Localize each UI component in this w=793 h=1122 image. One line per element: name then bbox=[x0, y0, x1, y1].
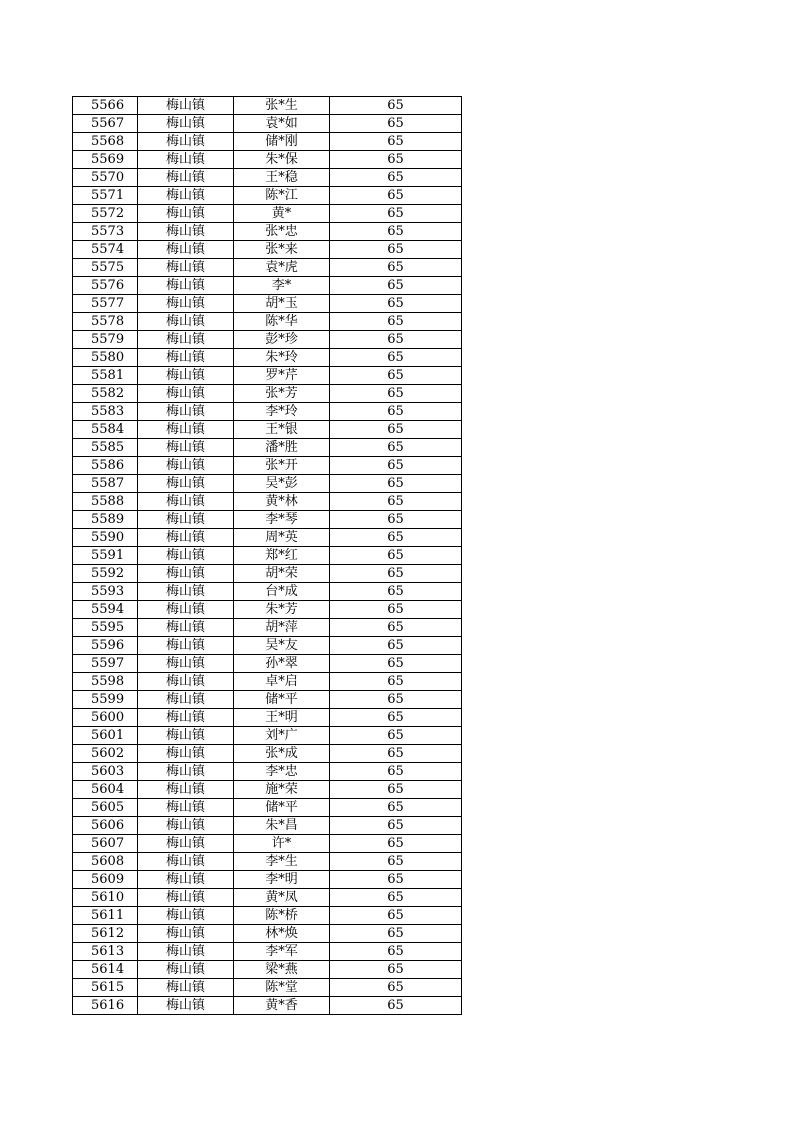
row-number-cell: 5590 bbox=[73, 529, 138, 547]
name-cell: 黄*凤 bbox=[234, 889, 330, 907]
town-cell: 梅山镇 bbox=[138, 853, 234, 871]
amount-cell: 65 bbox=[330, 439, 462, 457]
table-row bbox=[73, 295, 462, 313]
name-cell: 许* bbox=[234, 835, 330, 853]
table-row bbox=[73, 169, 462, 187]
row-number-cell: 5611 bbox=[73, 907, 138, 925]
amount-cell: 65 bbox=[330, 925, 462, 943]
town-cell: 梅山镇 bbox=[138, 889, 234, 907]
town-cell: 梅山镇 bbox=[138, 259, 234, 277]
table-row bbox=[73, 763, 462, 781]
town-cell: 梅山镇 bbox=[138, 151, 234, 169]
town-cell: 梅山镇 bbox=[138, 529, 234, 547]
amount-cell: 65 bbox=[330, 745, 462, 763]
table-row bbox=[73, 907, 462, 925]
town-cell: 梅山镇 bbox=[138, 313, 234, 331]
row-number-cell: 5572 bbox=[73, 205, 138, 223]
row-number-cell: 5566 bbox=[73, 97, 138, 115]
name-cell: 张*开 bbox=[234, 457, 330, 475]
town-cell: 梅山镇 bbox=[138, 547, 234, 565]
table-row bbox=[73, 673, 462, 691]
table-row bbox=[73, 835, 462, 853]
town-cell: 梅山镇 bbox=[138, 817, 234, 835]
amount-cell: 65 bbox=[330, 763, 462, 781]
row-number-cell: 5610 bbox=[73, 889, 138, 907]
row-number-cell: 5571 bbox=[73, 187, 138, 205]
table-row bbox=[73, 187, 462, 205]
table-row bbox=[73, 817, 462, 835]
town-cell: 梅山镇 bbox=[138, 871, 234, 889]
amount-cell: 65 bbox=[330, 817, 462, 835]
table-row bbox=[73, 331, 462, 349]
name-cell: 陈*桥 bbox=[234, 907, 330, 925]
name-cell: 李*军 bbox=[234, 943, 330, 961]
town-cell: 梅山镇 bbox=[138, 637, 234, 655]
amount-cell: 65 bbox=[330, 475, 462, 493]
row-number-cell: 5579 bbox=[73, 331, 138, 349]
town-cell: 梅山镇 bbox=[138, 709, 234, 727]
table-row bbox=[73, 151, 462, 169]
town-cell: 梅山镇 bbox=[138, 943, 234, 961]
row-number-cell: 5577 bbox=[73, 295, 138, 313]
town-cell: 梅山镇 bbox=[138, 763, 234, 781]
table-row bbox=[73, 889, 462, 907]
name-cell: 李*生 bbox=[234, 853, 330, 871]
town-cell: 梅山镇 bbox=[138, 925, 234, 943]
town-cell: 梅山镇 bbox=[138, 331, 234, 349]
amount-cell: 65 bbox=[330, 151, 462, 169]
town-cell: 梅山镇 bbox=[138, 97, 234, 115]
table-row bbox=[73, 745, 462, 763]
table-row bbox=[73, 655, 462, 673]
name-cell: 林*焕 bbox=[234, 925, 330, 943]
town-cell: 梅山镇 bbox=[138, 187, 234, 205]
name-cell: 朱*保 bbox=[234, 151, 330, 169]
row-number-cell: 5578 bbox=[73, 313, 138, 331]
row-number-cell: 5584 bbox=[73, 421, 138, 439]
name-cell: 李* bbox=[234, 277, 330, 295]
row-number-cell: 5580 bbox=[73, 349, 138, 367]
table-row bbox=[73, 133, 462, 151]
row-number-cell: 5569 bbox=[73, 151, 138, 169]
data-table bbox=[72, 96, 462, 1015]
amount-cell: 65 bbox=[330, 349, 462, 367]
amount-cell: 65 bbox=[330, 547, 462, 565]
row-number-cell: 5592 bbox=[73, 565, 138, 583]
table-row bbox=[73, 547, 462, 565]
row-number-cell: 5613 bbox=[73, 943, 138, 961]
amount-cell: 65 bbox=[330, 313, 462, 331]
name-cell: 张*来 bbox=[234, 241, 330, 259]
table-row bbox=[73, 277, 462, 295]
name-cell: 台*成 bbox=[234, 583, 330, 601]
town-cell: 梅山镇 bbox=[138, 403, 234, 421]
town-cell: 梅山镇 bbox=[138, 367, 234, 385]
row-number-cell: 5587 bbox=[73, 475, 138, 493]
amount-cell: 65 bbox=[330, 529, 462, 547]
amount-cell: 65 bbox=[330, 943, 462, 961]
row-number-cell: 5605 bbox=[73, 799, 138, 817]
row-number-cell: 5615 bbox=[73, 979, 138, 997]
table-row bbox=[73, 781, 462, 799]
town-cell: 梅山镇 bbox=[138, 457, 234, 475]
amount-cell: 65 bbox=[330, 511, 462, 529]
amount-cell: 65 bbox=[330, 241, 462, 259]
table-row bbox=[73, 997, 462, 1015]
amount-cell: 65 bbox=[330, 277, 462, 295]
town-cell: 梅山镇 bbox=[138, 691, 234, 709]
row-number-cell: 5603 bbox=[73, 763, 138, 781]
row-number-cell: 5591 bbox=[73, 547, 138, 565]
table-row bbox=[73, 925, 462, 943]
table-row bbox=[73, 205, 462, 223]
amount-cell: 65 bbox=[330, 709, 462, 727]
row-number-cell: 5585 bbox=[73, 439, 138, 457]
table-row bbox=[73, 853, 462, 871]
table-row bbox=[73, 979, 462, 997]
table-row bbox=[73, 691, 462, 709]
amount-cell: 65 bbox=[330, 979, 462, 997]
table-row bbox=[73, 511, 462, 529]
name-cell: 刘*广 bbox=[234, 727, 330, 745]
table-row bbox=[73, 619, 462, 637]
amount-cell: 65 bbox=[330, 997, 462, 1015]
name-cell: 吴*彭 bbox=[234, 475, 330, 493]
table-row bbox=[73, 385, 462, 403]
row-number-cell: 5609 bbox=[73, 871, 138, 889]
table-row bbox=[73, 601, 462, 619]
town-cell: 梅山镇 bbox=[138, 655, 234, 673]
name-cell: 张*芳 bbox=[234, 385, 330, 403]
name-cell: 黄* bbox=[234, 205, 330, 223]
table-row bbox=[73, 223, 462, 241]
name-cell: 吴*友 bbox=[234, 637, 330, 655]
town-cell: 梅山镇 bbox=[138, 997, 234, 1015]
table-row bbox=[73, 313, 462, 331]
amount-cell: 65 bbox=[330, 367, 462, 385]
town-cell: 梅山镇 bbox=[138, 133, 234, 151]
amount-cell: 65 bbox=[330, 907, 462, 925]
name-cell: 黄*香 bbox=[234, 997, 330, 1015]
name-cell: 黄*林 bbox=[234, 493, 330, 511]
name-cell: 陈*华 bbox=[234, 313, 330, 331]
name-cell: 周*英 bbox=[234, 529, 330, 547]
amount-cell: 65 bbox=[330, 97, 462, 115]
amount-cell: 65 bbox=[330, 655, 462, 673]
amount-cell: 65 bbox=[330, 187, 462, 205]
row-number-cell: 5576 bbox=[73, 277, 138, 295]
row-number-cell: 5601 bbox=[73, 727, 138, 745]
name-cell: 储*刚 bbox=[234, 133, 330, 151]
town-cell: 梅山镇 bbox=[138, 223, 234, 241]
amount-cell: 65 bbox=[330, 583, 462, 601]
town-cell: 梅山镇 bbox=[138, 673, 234, 691]
table-row bbox=[73, 241, 462, 259]
table-body bbox=[73, 97, 462, 1015]
name-cell: 王*银 bbox=[234, 421, 330, 439]
town-cell: 梅山镇 bbox=[138, 601, 234, 619]
amount-cell: 65 bbox=[330, 403, 462, 421]
name-cell: 朱*昌 bbox=[234, 817, 330, 835]
name-cell: 彭*珍 bbox=[234, 331, 330, 349]
name-cell: 朱*芳 bbox=[234, 601, 330, 619]
row-number-cell: 5594 bbox=[73, 601, 138, 619]
name-cell: 张*忠 bbox=[234, 223, 330, 241]
town-cell: 梅山镇 bbox=[138, 745, 234, 763]
row-number-cell: 5567 bbox=[73, 115, 138, 133]
amount-cell: 65 bbox=[330, 673, 462, 691]
row-number-cell: 5600 bbox=[73, 709, 138, 727]
town-cell: 梅山镇 bbox=[138, 619, 234, 637]
amount-cell: 65 bbox=[330, 223, 462, 241]
row-number-cell: 5581 bbox=[73, 367, 138, 385]
row-number-cell: 5588 bbox=[73, 493, 138, 511]
row-number-cell: 5586 bbox=[73, 457, 138, 475]
amount-cell: 65 bbox=[330, 601, 462, 619]
row-number-cell: 5583 bbox=[73, 403, 138, 421]
name-cell: 卓*启 bbox=[234, 673, 330, 691]
amount-cell: 65 bbox=[330, 871, 462, 889]
amount-cell: 65 bbox=[330, 961, 462, 979]
row-number-cell: 5599 bbox=[73, 691, 138, 709]
name-cell: 袁*如 bbox=[234, 115, 330, 133]
table-row bbox=[73, 961, 462, 979]
row-number-cell: 5573 bbox=[73, 223, 138, 241]
amount-cell: 65 bbox=[330, 853, 462, 871]
table-row bbox=[73, 97, 462, 115]
amount-cell: 65 bbox=[330, 259, 462, 277]
name-cell: 朱*玲 bbox=[234, 349, 330, 367]
amount-cell: 65 bbox=[330, 691, 462, 709]
town-cell: 梅山镇 bbox=[138, 295, 234, 313]
name-cell: 孙*翠 bbox=[234, 655, 330, 673]
town-cell: 梅山镇 bbox=[138, 439, 234, 457]
amount-cell: 65 bbox=[330, 421, 462, 439]
table-row bbox=[73, 637, 462, 655]
row-number-cell: 5614 bbox=[73, 961, 138, 979]
row-number-cell: 5598 bbox=[73, 673, 138, 691]
town-cell: 梅山镇 bbox=[138, 727, 234, 745]
town-cell: 梅山镇 bbox=[138, 115, 234, 133]
row-number-cell: 5582 bbox=[73, 385, 138, 403]
town-cell: 梅山镇 bbox=[138, 493, 234, 511]
town-cell: 梅山镇 bbox=[138, 241, 234, 259]
town-cell: 梅山镇 bbox=[138, 799, 234, 817]
amount-cell: 65 bbox=[330, 205, 462, 223]
name-cell: 胡*萍 bbox=[234, 619, 330, 637]
amount-cell: 65 bbox=[330, 169, 462, 187]
town-cell: 梅山镇 bbox=[138, 511, 234, 529]
amount-cell: 65 bbox=[330, 799, 462, 817]
name-cell: 潘*胜 bbox=[234, 439, 330, 457]
town-cell: 梅山镇 bbox=[138, 961, 234, 979]
table-row bbox=[73, 529, 462, 547]
table-row bbox=[73, 727, 462, 745]
town-cell: 梅山镇 bbox=[138, 907, 234, 925]
name-cell: 张*成 bbox=[234, 745, 330, 763]
row-number-cell: 5596 bbox=[73, 637, 138, 655]
row-number-cell: 5589 bbox=[73, 511, 138, 529]
town-cell: 梅山镇 bbox=[138, 475, 234, 493]
name-cell: 罗*芹 bbox=[234, 367, 330, 385]
town-cell: 梅山镇 bbox=[138, 205, 234, 223]
amount-cell: 65 bbox=[330, 457, 462, 475]
name-cell: 张*生 bbox=[234, 97, 330, 115]
amount-cell: 65 bbox=[330, 781, 462, 799]
name-cell: 袁*虎 bbox=[234, 259, 330, 277]
amount-cell: 65 bbox=[330, 115, 462, 133]
name-cell: 胡*玉 bbox=[234, 295, 330, 313]
table-row bbox=[73, 115, 462, 133]
amount-cell: 65 bbox=[330, 889, 462, 907]
name-cell: 郑*红 bbox=[234, 547, 330, 565]
amount-cell: 65 bbox=[330, 637, 462, 655]
town-cell: 梅山镇 bbox=[138, 277, 234, 295]
table-row bbox=[73, 583, 462, 601]
name-cell: 李*琴 bbox=[234, 511, 330, 529]
table-row bbox=[73, 421, 462, 439]
table-row bbox=[73, 259, 462, 277]
name-cell: 王*明 bbox=[234, 709, 330, 727]
amount-cell: 65 bbox=[330, 493, 462, 511]
name-cell: 李*明 bbox=[234, 871, 330, 889]
table-row bbox=[73, 709, 462, 727]
town-cell: 梅山镇 bbox=[138, 421, 234, 439]
amount-cell: 65 bbox=[330, 727, 462, 745]
town-cell: 梅山镇 bbox=[138, 169, 234, 187]
name-cell: 储*平 bbox=[234, 691, 330, 709]
row-number-cell: 5595 bbox=[73, 619, 138, 637]
row-number-cell: 5608 bbox=[73, 853, 138, 871]
table-row bbox=[73, 457, 462, 475]
row-number-cell: 5597 bbox=[73, 655, 138, 673]
row-number-cell: 5604 bbox=[73, 781, 138, 799]
name-cell: 李*玲 bbox=[234, 403, 330, 421]
town-cell: 梅山镇 bbox=[138, 583, 234, 601]
table-row bbox=[73, 799, 462, 817]
row-number-cell: 5574 bbox=[73, 241, 138, 259]
row-number-cell: 5616 bbox=[73, 997, 138, 1015]
town-cell: 梅山镇 bbox=[138, 349, 234, 367]
amount-cell: 65 bbox=[330, 331, 462, 349]
amount-cell: 65 bbox=[330, 385, 462, 403]
row-number-cell: 5593 bbox=[73, 583, 138, 601]
table-row bbox=[73, 367, 462, 385]
name-cell: 梁*燕 bbox=[234, 961, 330, 979]
name-cell: 王*稳 bbox=[234, 169, 330, 187]
row-number-cell: 5575 bbox=[73, 259, 138, 277]
name-cell: 李*忠 bbox=[234, 763, 330, 781]
amount-cell: 65 bbox=[330, 619, 462, 637]
row-number-cell: 5602 bbox=[73, 745, 138, 763]
amount-cell: 65 bbox=[330, 295, 462, 313]
town-cell: 梅山镇 bbox=[138, 385, 234, 403]
table-row bbox=[73, 871, 462, 889]
town-cell: 梅山镇 bbox=[138, 565, 234, 583]
table-row bbox=[73, 493, 462, 511]
table-row bbox=[73, 403, 462, 421]
town-cell: 梅山镇 bbox=[138, 835, 234, 853]
name-cell: 胡*荣 bbox=[234, 565, 330, 583]
name-cell: 施*荣 bbox=[234, 781, 330, 799]
town-cell: 梅山镇 bbox=[138, 979, 234, 997]
table-row bbox=[73, 475, 462, 493]
name-cell: 陈*江 bbox=[234, 187, 330, 205]
town-cell: 梅山镇 bbox=[138, 781, 234, 799]
table-row bbox=[73, 943, 462, 961]
name-cell: 储*平 bbox=[234, 799, 330, 817]
table-row bbox=[73, 565, 462, 583]
amount-cell: 65 bbox=[330, 565, 462, 583]
table-row bbox=[73, 439, 462, 457]
row-number-cell: 5606 bbox=[73, 817, 138, 835]
name-cell: 陈*堂 bbox=[234, 979, 330, 997]
amount-cell: 65 bbox=[330, 835, 462, 853]
row-number-cell: 5568 bbox=[73, 133, 138, 151]
table-row bbox=[73, 349, 462, 367]
row-number-cell: 5607 bbox=[73, 835, 138, 853]
row-number-cell: 5612 bbox=[73, 925, 138, 943]
amount-cell: 65 bbox=[330, 133, 462, 151]
row-number-cell: 5570 bbox=[73, 169, 138, 187]
